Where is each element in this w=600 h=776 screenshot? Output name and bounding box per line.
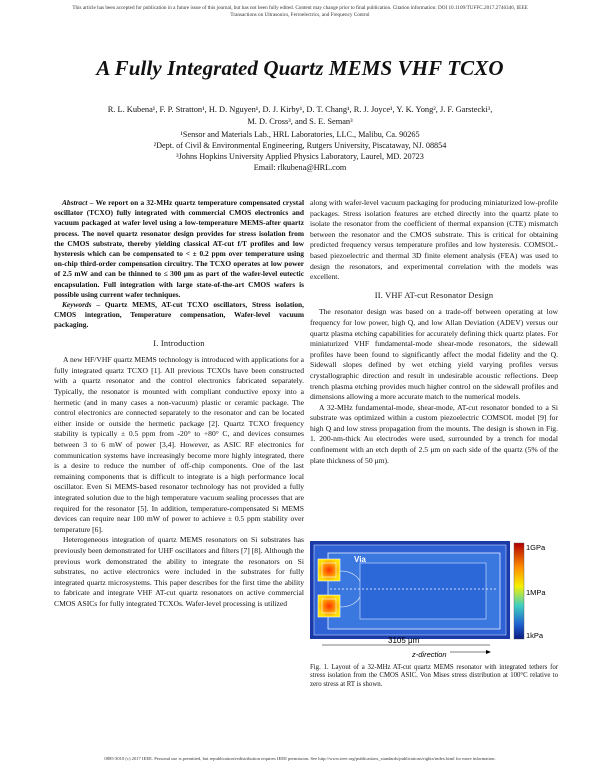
left-column: [54, 198, 304, 609]
design-paragraph-1: The resonator design was based on a trade-off between operating at low frequency for low power, high Q, and low Allan Deviation (ADEV) versus our quartz plasma etching capabilities for accurately defining thick quartz plates. For miniaturized VHF fundamental-mode shear-mode resonators, the sidewall profiles have been found to significantly affect the modal fidelity and the Q. Sidewall slopes defined by wet etching yield varying profiles versus crystallographic direction and result in undesirable acoustic reflections. Deep trench plasma etching provides much higher control on the sidewall profiles and dimensions allowing a more accurate match to the numerical models.: [310, 307, 558, 402]
keywords: [54, 300, 304, 331]
figure-1-caption: Fig. 1. Layout of a 32-MHz AT-cut quartz MEMS resonator with integrated tethers for stress isolation from the CMOS ASIC. Von Mises stress distribution at 100°C relative to zero stress at RT is shown.: [310, 664, 558, 688]
colorbar-min-label: 1kPa: [526, 631, 544, 640]
electrode-area: [360, 563, 486, 619]
header-line-1: This article has been accepted for publication in a future issue of this journal, but has not been fully edited. Content may change prior to final publication. Citation information: DOI 10.1109/TUFFC.2017.2746346, IEEE: [72, 5, 528, 11]
keywords-text: – Quartz MEMS, AT-cut TCXO oscillators, Stress isolation, CMOS integration, Temperature compensation, Wafer-level vacuum packaging.: [54, 300, 304, 330]
affiliations: [28, 129, 572, 173]
section-1-heading: I. Introduction: [153, 338, 205, 348]
dimension-label: 3105 μm: [388, 636, 420, 645]
journal-header: [26, 5, 574, 19]
section-2-heading: II. VHF AT-cut Resonator Design: [374, 290, 494, 300]
mount-pad-bottom: [318, 595, 340, 617]
figure-1: [310, 541, 556, 659]
contact-email: Email: rlkubena@HRL.com: [253, 163, 347, 172]
axis-arrowhead: [486, 650, 491, 654]
intro-paragraph-continued: along with wafer-level vacuum packaging for producing miniaturized low-profile packages. Stress isolation features are etched directly into the quartz plate to isolate the resonator from the coefficient of thermal expansion (CTE) mismatch between the resonator and the CMOS substrate. This is critical for obtaining predicted frequency versus temperature profiles and low hysteresis. COMSOL-based piezoelectric and thermal 3D finite element analysis (FEA) was used to design the resonators, and experimental correlation with the models was excellent.: [310, 198, 558, 282]
axis-label: z-direction: [412, 650, 447, 659]
abstract-text: – We report on a 32-MHz quartz temperature compensated crystal oscillator (TCXO) fully integrated with commercial CMOS electronics and vacuum packaged at wafer level using a low-temperature MEMS-after quartz process. The novel quartz resonator design provides for stress isolation from the CMOS substrate, thereby yielding classical AT-cut f/T profiles and low hysteresis which can be compensated to < ± 0.2 ppm over temperature using on-chip third-order compensation circuitry. The TCXO operates at low power of 2.5 mW and can be thinned to ≤ 300 μm as part of the wafer-level eutectic encapsulation. Full integration with large state-of-the-art CMOS wafers is possible using current wafer techniques.: [54, 198, 304, 299]
colorbar: [514, 543, 524, 639]
right-column: [310, 198, 558, 466]
copyright-footer: 0885-3010 (c) 2017 IEEE. Personal use is permitted, but republication/redistribution requires IEEE permission. See http://www.ieee.org/publications_standards/publications/rights/index.html for more information.: [104, 756, 496, 761]
paper-title: A Fully Integrated Quartz MEMS VHF TCXO: [96, 56, 504, 80]
colorbar-max-label: 1GPa: [526, 543, 546, 552]
author-list: [28, 104, 572, 127]
intro-paragraph-1: A new HF/VHF quartz MEMS technology is introduced with applications for a fully integrated quartz TCXO [1]. All previous TCXOs have been constructed with a quartz resonator and the control electronics fabricated separately. Typically, the resonator is mounted with compliant conductive epoxy into a hermetic (and in many cases a non-vacuum) plastic or ceramic package. The control electronics are connected separately to the resonator and can be located either inside or outside the hermetic package [2]. Quartz TCXO frequency stability is typically ± 0.5 ppm from -20° to +80° C, and devices consumes between 3 to 6 mW of power [3,4]. However, as ASIC RF electronics for communication systems have increasingly become more highly integrated, there is a desire to reduce the number of off-chip components. One of the last remaining components that is difficult to integrate is a high performance local oscillator. Even Si MEMS-based resonator technology has not provided a fully integrated solution due to the high temperature vacuum sealing processes that are required for the resonator [5]. In addition, temperature-compensated Si MEMS devices can require near 100 mW of power to achieve ± 0.5 ppm stability over temperature [6].: [54, 355, 304, 534]
abstract: [54, 198, 304, 300]
abstract-label: Abstract: [62, 198, 88, 207]
via-label: Via: [354, 555, 366, 564]
authors-line-2: M. D. Cross³, and S. E. Seman³: [247, 116, 353, 126]
design-paragraph-2: A 32-MHz fundamental-mode, shear-mode, AT-cut resonator bonded to a Si substrate was optimized within a custom piezoelectric COMSOL model [9] for high Q and low stress propagation from the mounts. The design is shown in Fig. 1. 200-nm-thick Au electrodes were used, surrounded by a trench for modal confinement with an etch depth of 2.5 μm on each side of the quartz (5% of the plate thickness of 50 μm).: [310, 402, 558, 465]
authors-line-1: R. L. Kubena¹, F. P. Stratton¹, H. D. Nguyen¹, D. J. Kirby¹, D. T. Chang¹, R. J. Joyce¹, Y. K. Yong², J. F. Garstecki³,: [107, 105, 493, 114]
keywords-label: Keywords: [62, 300, 92, 310]
affiliation-1: ¹Sensor and Materials Lab., HRL Laboratories, LLC., Malibu, Ca. 90265: [180, 130, 420, 139]
header-line-2: Transactions on Ultrasonics, Ferroelectrics, and Frequency Control: [230, 12, 370, 18]
affiliation-3: ³Johns Hopkins University Applied Physics Laboratory, Laurel, MD. 20723: [176, 152, 424, 161]
colorbar-mid-label: 1MPa: [526, 588, 546, 597]
mount-pad-top: [318, 559, 340, 581]
intro-paragraph-2: Heterogeneous integration of quartz MEMS resonators on Si substrates has previously been demonstrated for UHF oscillators and filters [7] [8]. Although the previous work demonstrated the ability to integrate the resonators on Si substrates, no active electronics were included in the substrates for fully integrated quartz microsystems. This paper describes for the first time the ability to fabricate and integrate VHF AT-cut quartz resonators on active commercial CMOS ASICs for fully integrated TCXOs. Wafer-level processing is utilized: [54, 535, 304, 608]
affiliation-2: ²Dept. of Civil & Environmental Engineering, Rutgers University, Piscataway, NJ. 08854: [153, 141, 447, 150]
resonator-stress-map: [310, 541, 556, 659]
